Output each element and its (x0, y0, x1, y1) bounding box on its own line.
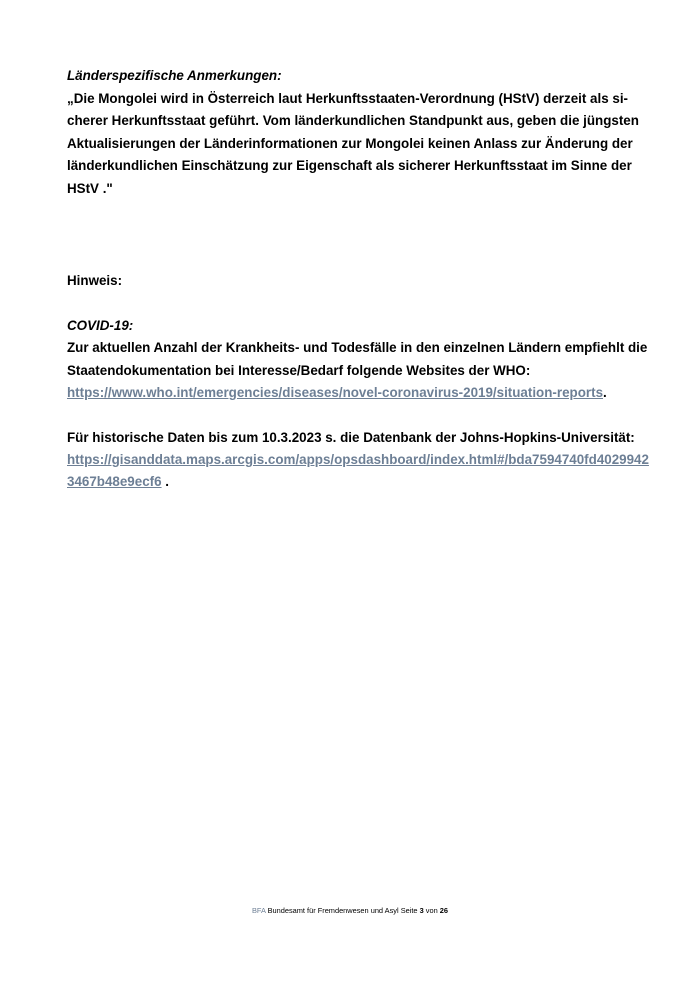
jhu-link-line-2 (67, 474, 169, 490)
covid-heading: COVID-19: (67, 318, 134, 333)
quote-line-5: HStV ." (67, 181, 113, 196)
footer-total-pages: 26 (439, 906, 448, 915)
footer-of: von (423, 906, 440, 915)
footer-org: Bundesamt für Fremdenwesen und Asyl Seite (265, 906, 420, 915)
hinweis-label: Hinweis: (67, 273, 123, 288)
quote-line-4: länderkundlichen Einschätzung zur Eigenschaft als sicherer Herkunftsstaat im Sinne der (67, 158, 632, 173)
jhu-link-line-1 (67, 452, 649, 468)
jhu-dashboard-link[interactable]: https://gisanddata.maps.arcgis.com/apps/opsdashboard/index.html#/bda7594740fd4029942 (67, 452, 649, 467)
who-link-suffix: . (603, 385, 607, 400)
page-footer (0, 906, 700, 916)
who-situation-reports-link[interactable]: https://www.who.int/emergencies/diseases/novel-coronavirus-2019/situation-reports (67, 385, 604, 400)
quote-line-2: cherer Herkunftsstaat geführt. Vom länderkundlichen Standpunkt aus, geben die jüngsten (67, 113, 639, 128)
jhu-dashboard-link-continued[interactable]: 3467b48e9ecf6 (67, 474, 162, 489)
section-heading: Länderspezifische Anmerkungen: (67, 68, 282, 83)
footer-page-number: 3 (419, 906, 424, 915)
footer-brand: BFA (251, 906, 266, 915)
covid-text-line-1: Zur aktuellen Anzahl der Krankheits- und Todesfälle in den einzelnen Ländern empfiehlt die (67, 340, 648, 355)
jhu-link-suffix: . (161, 474, 170, 489)
quote-line-1: „Die Mongolei wird in Österreich laut Herkunftsstaaten-Verordnung (HStV) derzeit als si- (67, 91, 629, 106)
quote-line-3: Aktualisierungen der Länderinformationen zur Mongolei keinen Anlass zur Änderung der (67, 136, 633, 151)
historic-data-text: Für historische Daten bis zum 10.3.2023 s. die Datenbank der Johns-Hopkins-Universität: (67, 430, 635, 445)
covid-text-line-2: Staatendokumentation bei Interesse/Bedarf folgende Websites der WHO: (67, 363, 531, 378)
who-link-line (67, 385, 607, 401)
